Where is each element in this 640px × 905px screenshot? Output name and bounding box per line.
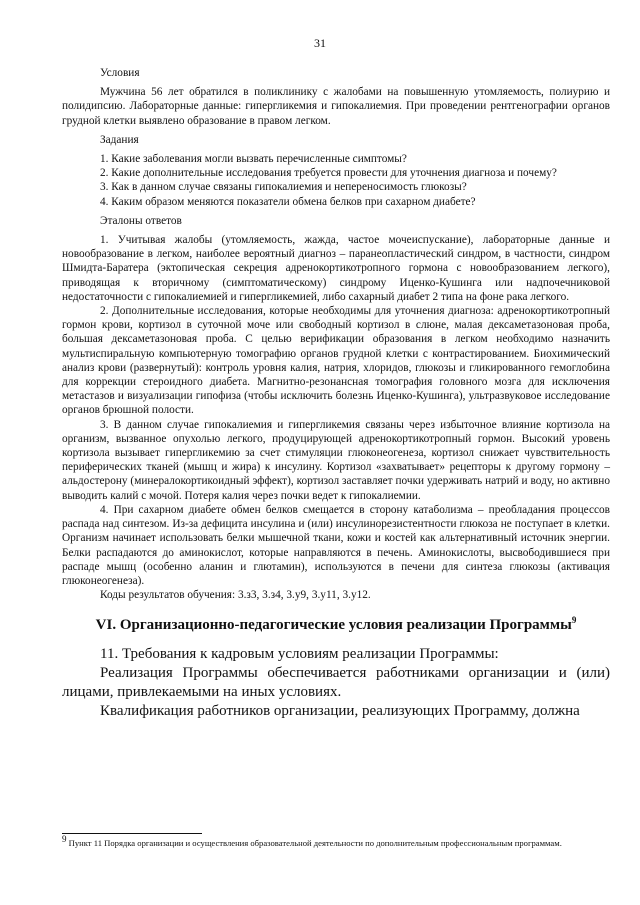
task-item-3: 3. Как в данном случае связаны гипокалиемия и непереносимость глюкозы? <box>100 181 467 194</box>
footnote-mark: 9 <box>62 834 67 845</box>
answer-item-4: 4. При сахарном диабете обмен белков смещается в сторону катаболизма – преобладания процессов распада над синтезом. Из-за дефицита инсулина и (или) инсулинорезистентности глюкоза не поступает в клетки. Организм начинает использовать белки мышечной ткани, кожи и костей как альтернативный источник энергии. Белки распадаются до аминокислот, которые направляются в печень. Аминокислоты, высвободившиеся при распаде мышц (особенно аланин и глютамин), используются в печени для синтеза глюкозы (активация глюконеогенеза). <box>62 503 610 587</box>
answer-item-2: 2. Дополнительные исследования, которые необходимы для уточнения диагноза: адренокортикотропный гормон крови, кортизол в суточной моче или свободный кортизол в слюне, малая дексаметазоновая проба, большая дексаметазоновая проба. С целью верификации образования в легком необходимо назначить мультиспиральную компьютерную томографию органов грудной клетки с контрастированием. Биохимический анализ крови (развернутый): контроль уровня калия, натрия, хлоридов, глюкозы и гликированного гемоглобина для коррекции стероидного диабета. Магнитно-резонансная томография головного мозга для исключения метастазов и визуализации гипофиза (чтобы исключить болезнь Иценко-Кушинга), ультразвуковое исследование органов брюшной полости. <box>62 305 610 417</box>
section-footnote-mark: 9 <box>571 615 577 626</box>
staff-qualification-text: Квалификация работников организации, реализующих Программу, должна <box>100 703 580 720</box>
task-item-1: 1. Какие заболевания могли вызвать перечисленные симптомы? <box>100 153 407 166</box>
page-content <box>62 66 610 721</box>
answer-item-1: 1. Учитывая жалобы (утомляемость, жажда, частое мочеиспускание), лабораторные данные и новообразование в легком, наиболее вероятный диагноз – паранеопластический синдром, в частности, синдром Шмидта-Баратера (эктопическая секреция адренокортикотропного гормона с новообразованием легкого), приводящая к вторичному (симптоматическому) синдрому Иценко-Кушинга или надпочечниковой недостаточности с гипокалиемией и гипергликемией, либо сахарный диабет 2 типа на фоне рака легкого. <box>62 234 610 303</box>
answer-item-3: 3. В данном случае гипокалиемия и гипергликемия связаны через избыточное влияние кортизола на организм, вызванное опухолью легкого, продуцирующей адренокортикотропный гормон. Высокий уровень кортизола вызывает гипергликемию за счет стимуляции глюконеогенеза, кортизол снижает чувствительность периферических тканей (мышц и жира) к инсулину. Кортизол «захватывает» рецепторы к другому гормону – альдостерону (минералокортикоидный эффект), кортизол заставляет почки удерживать натрий и воду, но активно выводить калий с мочой. Потеря калия через почки ведет к гипокалиемии. <box>62 418 610 502</box>
staff-requirements-item: 11. Требования к кадровым условиям реализации Программы: <box>100 646 499 663</box>
task-item-4: 4. Каким образом меняются показатели обмена белков при сахарном диабете? <box>100 195 476 208</box>
footnote <box>62 834 610 849</box>
result-codes: Коды результатов обучения: 3.з3, 3.з4, 3.у9, 3.у11, 3.у12. <box>100 589 371 602</box>
page-number: 31 <box>314 36 326 50</box>
staff-implementation-text: Реализация Программы обеспечивается работниками организации и (или) лицами, привлекаемыми на иных условиях. <box>62 665 610 701</box>
conditions-label: Условия <box>100 67 140 79</box>
task-item-2: 2. Какие дополнительные исследования требуется провести для уточнения диагноза и почему? <box>100 167 557 180</box>
conditions-text: Мужчина 56 лет обратился в поликлинику с жалобами на повышенную утомляемость, полиурию и полидипсию. Лабораторные данные: гипергликемия и гипокалиемия. При проведении рентгенографии органов грудной клетки выявлено образование в правом легком. <box>62 86 610 127</box>
section-title: VI. Организационно-педагогические условия реализации Программы <box>95 617 572 634</box>
answers-label: Эталоны ответов <box>100 214 182 227</box>
footnote-divider <box>62 833 202 834</box>
section-heading <box>62 616 610 635</box>
tasks-label: Задания <box>100 133 139 146</box>
footnote-text: Пункт 11 Порядка организации и осуществления образовательной деятельности по дополнительным профессиональным программам. <box>66 838 562 848</box>
